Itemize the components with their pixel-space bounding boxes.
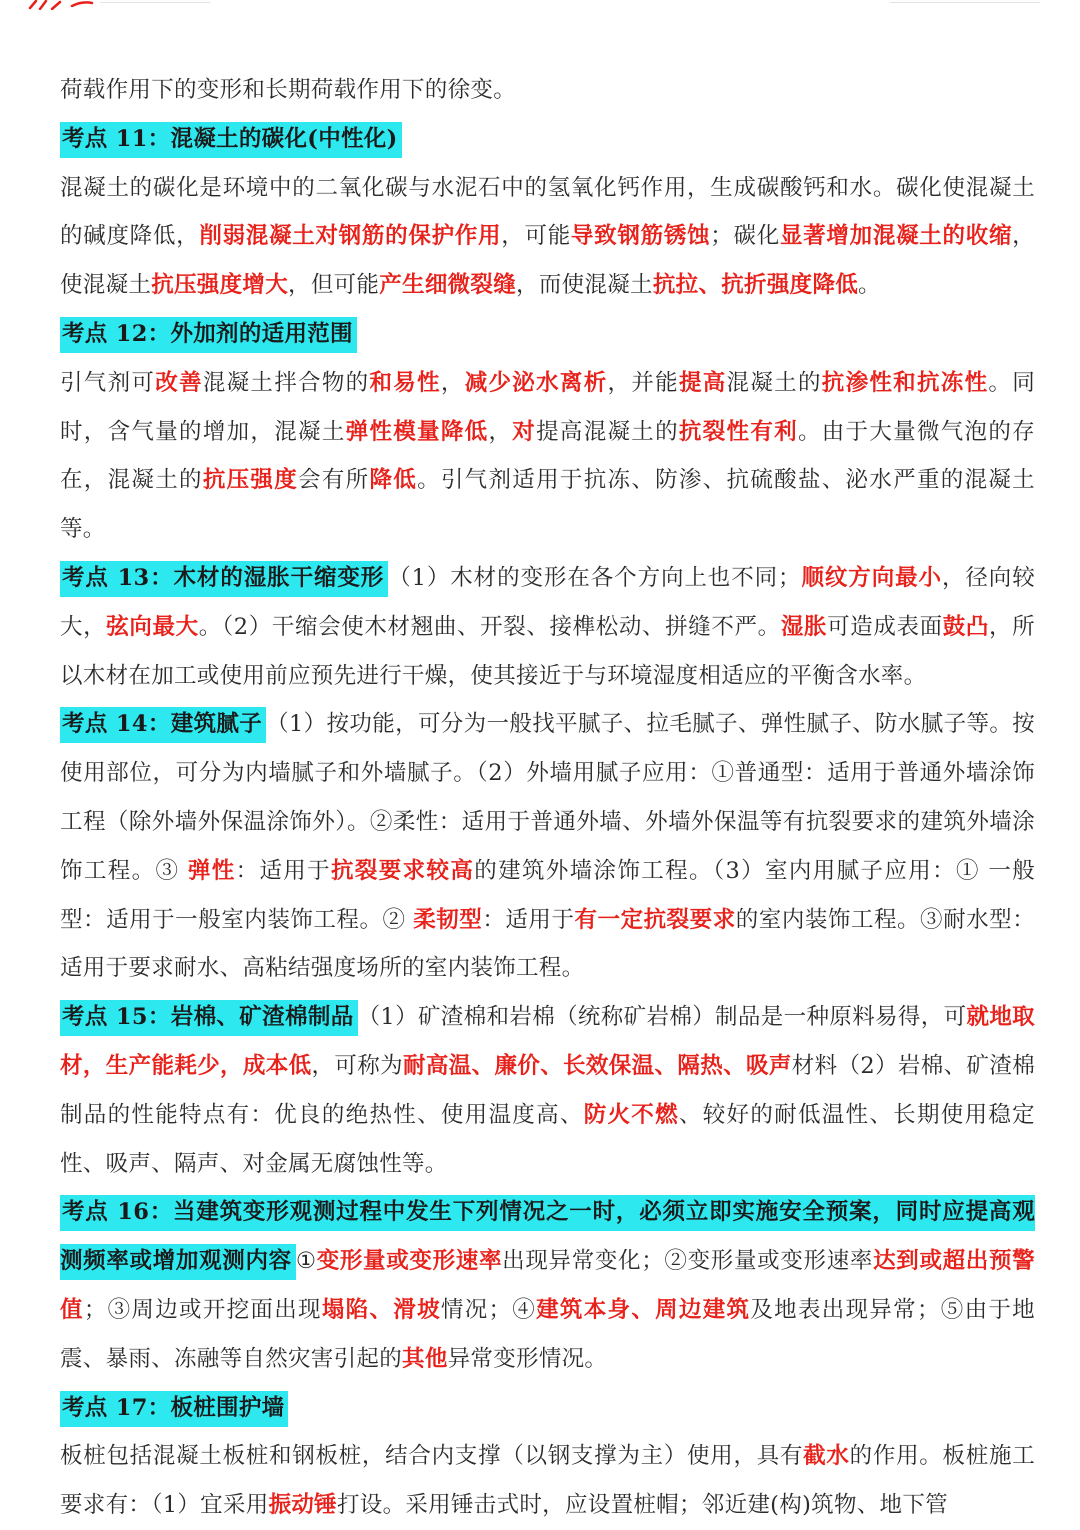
body-text: ，使混凝土 [60, 223, 1035, 299]
paragraph [60, 1188, 1035, 1383]
key-point-highlight: 建筑本身、周边建筑 [536, 1296, 751, 1323]
body-text: 混凝土的 [726, 369, 822, 396]
body-text: 打设。采用锤击式时，应设置桩帽；邻近建(构)筑物、地下管 [336, 1492, 948, 1519]
key-point-highlight: 变形量或变形速率 [316, 1248, 503, 1275]
key-point-highlight: 抗压强度增大 [151, 272, 289, 299]
key-point-highlight: 抗压强度 [202, 467, 299, 494]
body-text: ，径向较大， [60, 564, 1035, 640]
body-text: ；碳化 [710, 223, 780, 250]
body-text: 。引气剂适用于抗冻、防渗、抗硫酸盐、泌水严重的混凝土等。 [60, 467, 1035, 543]
key-point-highlight: 抗裂要求较高 [331, 857, 475, 884]
paragraph [60, 993, 1035, 1188]
body-text: 材料（2）岩棉、矿渣棉制品的性能特点有：优良的绝热性、使用温度高、 [60, 1052, 1035, 1128]
key-point-highlight: 就地取材，生产能耗少，成本低 [60, 1004, 1035, 1079]
paragraph [60, 115, 1035, 164]
body-text: 出现异常变化；②变形量或变形速率 [502, 1248, 874, 1275]
key-point-highlight: 降低 [369, 467, 418, 494]
key-point-highlight: 抗拉、抗折强度降低 [652, 272, 859, 299]
body-text: ① [295, 1248, 317, 1275]
body-text: （1）矿渣棉和岩棉（统称矿岩棉）制品是一种原料易得，可 [357, 1004, 967, 1031]
body-text: ；③周边或开挖面出现 [83, 1296, 322, 1323]
body-text: 、较好的耐低温性、长期使用稳定性、吸声、隔声、对金属无腐蚀性等。 [60, 1101, 1035, 1177]
key-point-highlight: 有一定抗裂要求 [574, 906, 736, 933]
key-point-highlight: 抗裂性有利 [678, 418, 798, 445]
section-heading: 考点 14：建筑腻子 [60, 707, 266, 743]
section-heading: 考点 17：板桩围护墙 [60, 1391, 288, 1427]
body-text: ，可能 [501, 223, 571, 250]
body-text: ：适用于 [235, 857, 332, 884]
body-text: 。同时，含气量的增加，混凝土 [60, 369, 1035, 445]
body-text: ，并能 [607, 369, 679, 396]
body-text: ：适用于 [482, 906, 575, 933]
key-point-highlight: 和易性 [369, 369, 441, 396]
body-text: 可造成表面 [827, 613, 943, 640]
body-text: ，所以木材在加工或使用前应预先进行干燥，使其接近于与环境湿度相适应的平衡含水率。 [60, 613, 1035, 689]
document-body [60, 66, 1035, 1530]
paragraph [60, 1384, 1035, 1433]
key-point-highlight: 弹性模量降低 [345, 418, 489, 445]
key-point-highlight: 塌陷、滑坡 [321, 1296, 441, 1323]
key-point-highlight: 弹性 [187, 857, 236, 884]
key-point-highlight: 防火不燃 [583, 1101, 679, 1128]
body-text: 的建筑外墙涂饰工程。（3）室内用腻子应用：① 一般型：适用于一般室内装饰工程。② [60, 857, 1035, 933]
red-scribble-mark [0, 0, 110, 10]
body-text: （1）按功能，可分为一般找平腻子、拉毛腻子、弹性腻子、防水腻子等。按使用部位，可分为内墙腻子和外墙腻子。（2）外墙用腻子应用：①普通型：适用于普通外墙涂饰工程（除外墙外保温涂饰外）。②柔性：适用于普通外墙、外墙外保温等有抗裂要求的建筑外墙涂饰工程。③ [60, 711, 1035, 884]
body-text: 混凝土拌合物的 [202, 369, 370, 396]
paragraph [60, 1432, 1035, 1530]
key-point-highlight: 导致钢筋锈蚀 [570, 223, 711, 250]
body-text: 会有所 [298, 467, 370, 494]
body-text: 荷载作用下的变形和长期荷载作用下的徐变。 [60, 77, 517, 103]
key-point-highlight: 耐高温、廉价、长效保温、隔热、吸声 [403, 1052, 792, 1079]
paragraph [60, 554, 1035, 700]
body-text: ，而使混凝土 [516, 272, 653, 299]
key-point-highlight: 提高 [678, 369, 727, 396]
key-point-highlight: 湿胀 [780, 613, 828, 640]
body-text: 的室内装饰工程。③耐水型：适用于要求耐水、高粘结强度场所的室内装饰工程。 [60, 906, 1036, 982]
body-text: （1）木材的变形在各个方向上也不同； [388, 564, 801, 591]
key-point-highlight: 改善 [155, 369, 203, 396]
body-text: 板桩包括混凝土板桩和钢板桩，结合内支撑（以钢支撑为主）使用，具有 [60, 1443, 804, 1470]
body-text: 提高混凝土的 [536, 418, 679, 445]
key-point-highlight: 减少泌水离析 [464, 369, 608, 396]
key-point-highlight: 削弱混凝土对钢筋的保护作用 [199, 223, 502, 250]
body-text: 异常变形情况。 [447, 1345, 608, 1372]
body-text: 情况；④ [440, 1296, 537, 1323]
section-heading: 考点 15：岩棉、矿渣棉制品 [60, 1000, 358, 1036]
key-point-highlight: 产生细微裂缝 [379, 272, 517, 299]
key-point-highlight: 显著增加混凝土的收缩 [779, 223, 1013, 250]
section-heading: 考点 13：木材的湿胀干缩变形 [60, 561, 388, 597]
top-divider-right [890, 2, 1040, 3]
key-point-highlight: 鼓凸 [942, 613, 990, 640]
key-point-highlight: 抗渗性和抗冻性 [821, 369, 989, 396]
body-text: 。由于大量微气泡的存在，混凝土的 [60, 418, 1035, 494]
body-text: 。 [858, 272, 881, 299]
key-point-highlight: 柔韧型 [413, 906, 483, 933]
section-heading: 考点 12：外加剂的适用范围 [60, 317, 357, 353]
body-text: ，但可能 [288, 272, 380, 299]
body-text: 。（2）干缩会使木材翘曲、开裂、接榫松动、拼缝不严。 [198, 613, 781, 640]
key-point-highlight: 对 [512, 418, 537, 445]
top-divider-left [100, 2, 210, 3]
body-text: 引气剂可 [60, 369, 156, 396]
paragraph [60, 66, 1035, 115]
body-text: 混凝土的碳化是环境中的二氧化碳与水泥石中的氢氧化钙作用，生成碳酸钙和水。碳化使混凝土的碱度降低， [60, 174, 1035, 250]
paragraph [60, 700, 1035, 993]
body-text: ，可称为 [311, 1052, 403, 1079]
key-point-highlight: 截水 [803, 1443, 850, 1470]
key-point-highlight: 弦向最大 [106, 613, 199, 640]
body-text: 及地表出现异常；⑤由于地震、暴雨、冻融等自然灾害引起的 [60, 1296, 1035, 1372]
key-point-highlight: 顺纹方向最小 [800, 564, 942, 591]
body-text: 的作用。板桩施工要求有：（1）宜采用 [60, 1443, 1035, 1519]
section-heading: 考点 16：当建筑变形观测过程中发生下列情况之一时，必须立即实施安全预案，同时应提高观测频率或增加观测内容 [60, 1195, 1035, 1280]
body-text: ， [488, 418, 513, 445]
key-point-highlight: 振动锤 [268, 1492, 337, 1519]
page-top-decoration [0, 0, 1080, 14]
paragraph [60, 359, 1035, 554]
key-point-highlight: 达到或超出预警值 [60, 1248, 1035, 1323]
section-heading: 考点 11：混凝土的碳化(中性化) [60, 122, 402, 158]
body-text: ， [440, 369, 465, 396]
key-point-highlight: 其他 [402, 1345, 448, 1372]
paragraph [60, 310, 1035, 359]
paragraph [60, 164, 1035, 310]
